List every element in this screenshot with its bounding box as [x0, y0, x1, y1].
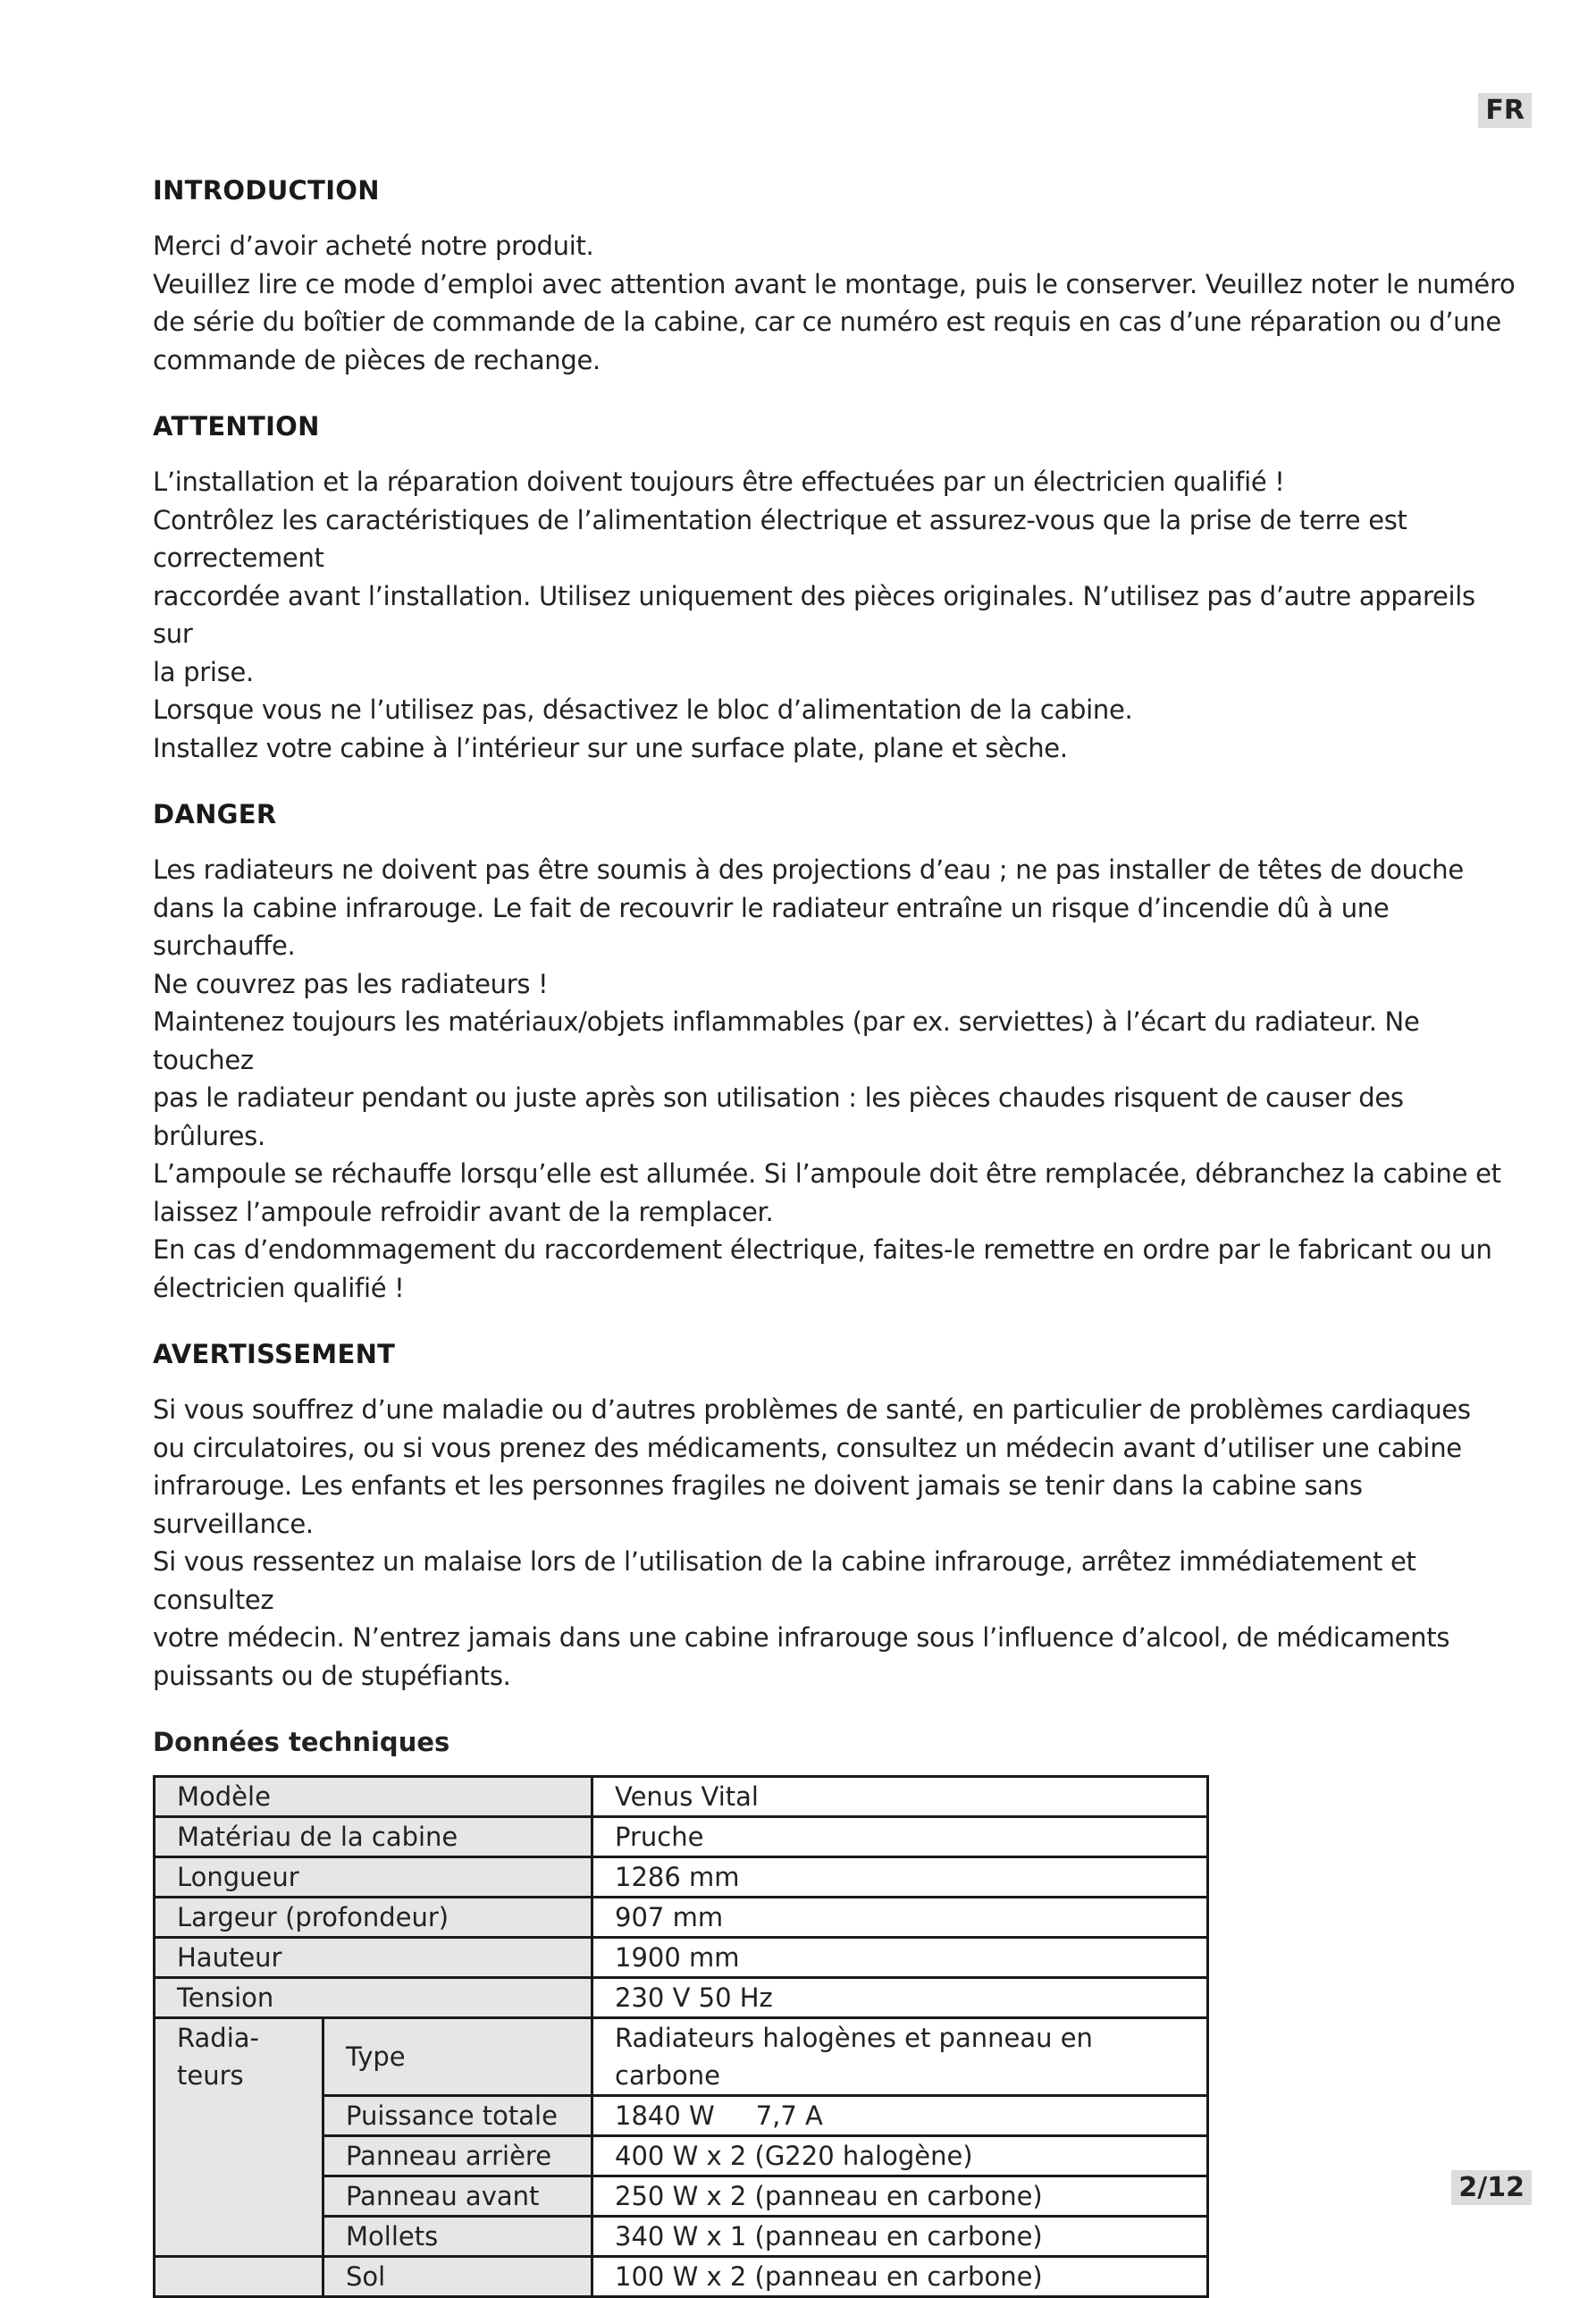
spec-value: Pruche: [592, 1817, 1208, 1857]
spec-label: Puissance totale: [323, 2096, 592, 2136]
spec-label: Tension: [155, 1978, 592, 2018]
spec-value: 1286 mm: [592, 1857, 1208, 1898]
paragraph-line: pas le radiateur pendant ou juste après son utilisation : les pièces chaudes risquent de causer des brûlures.: [153, 1082, 1404, 1151]
spec-value: 1900 mm: [592, 1938, 1208, 1978]
paragraph-line: votre médecin. N’entrez jamais dans une cabine infrarouge sous l’influence d’alcool, de médicaments: [153, 1622, 1450, 1653]
paragraph-line: Les radiateurs ne doivent pas être soumis à des projections d’eau ; ne pas installer de têtes de douche: [153, 854, 1464, 885]
document-body: [153, 175, 1520, 2298]
paragraph-line: Installez votre cabine à l’intérieur sur une surface plate, plane et sèche.: [153, 732, 1068, 763]
language-badge: FR: [1478, 93, 1532, 128]
paragraph-line: L’installation et la réparation doivent toujours être effectuées par un électricien qualifié !: [153, 467, 1285, 497]
paragraph-line: puissants ou de stupéfiants.: [153, 1660, 511, 1691]
paragraph-line: laissez l’ampoule refroidir avant de la remplacer.: [153, 1196, 774, 1227]
paragraph-line: dans la cabine infrarouge. Le fait de recouvrir le radiateur entraîne un risque d’incendie dû à une surchauffe.: [153, 892, 1390, 961]
section-heading: AVERTISSEMENT: [153, 1339, 396, 1369]
radiators-group-label: [155, 2018, 323, 2257]
spec-value: Radiateurs halogènes et panneau en carbone: [592, 2018, 1208, 2096]
table-row: [155, 1898, 1208, 1938]
paragraph-line: Ne couvrez pas les radiateurs !: [153, 968, 549, 999]
spec-value: 400 W x 2 (G220 halogène): [592, 2136, 1208, 2176]
spec-value-power: 1840 W: [615, 2100, 715, 2131]
spec-label: Sol: [323, 2257, 592, 2297]
section-danger: [153, 799, 1520, 1307]
paragraph-line: En cas d’endommagement du raccordement électrique, faites-le remettre en ordre par le fabricant ou un: [153, 1234, 1492, 1265]
paragraph-line: commande de pièces de rechange.: [153, 344, 601, 375]
spec-label: Modèle: [155, 1777, 592, 1817]
table-row: [155, 1817, 1208, 1857]
spec-value: 250 W x 2 (panneau en carbone): [592, 2176, 1208, 2217]
paragraph-line: Merci d’avoir acheté notre produit.: [153, 231, 594, 261]
table-row: [155, 2257, 1208, 2297]
spec-label: Panneau arrière: [323, 2136, 592, 2176]
paragraph-line: Veuillez lire ce mode d’emploi avec attention avant le montage, puis le conserver. Veuillez noter le numéro: [153, 268, 1516, 299]
paragraph-line: la prise.: [153, 656, 254, 687]
spec-value: [592, 2096, 1208, 2136]
paragraph-line: Contrôlez les caractéristiques de l’alimentation électrique et assurez-vous que la prise de terre est correctement: [153, 504, 1407, 573]
tech-data-table: [153, 1775, 1209, 2298]
table-row: [155, 1777, 1208, 1817]
paragraph-line: infrarouge. Les enfants et les personnes fragiles ne doivent jamais se tenir dans la cabine sans surveillance.: [153, 1470, 1363, 1539]
spec-label: Largeur (profondeur): [155, 1898, 592, 1938]
paragraph-line: Maintenez toujours les matériaux/objets inflammables (par ex. serviettes) à l’écart du radiateur. Ne touchez: [153, 1006, 1420, 1075]
table-row: [155, 2018, 1208, 2096]
page-number: 2/12: [1451, 2170, 1532, 2205]
spec-label: Panneau avant: [323, 2176, 592, 2217]
section-heading: DANGER: [153, 799, 277, 829]
paragraph-line: électricien qualifié !: [153, 1272, 405, 1303]
tech-data-heading: Données techniques: [153, 1727, 450, 1757]
radiators-group-line: Radia-: [177, 2023, 259, 2053]
section-avertissement: [153, 1339, 1520, 1695]
spec-label: Matériau de la cabine: [155, 1817, 592, 1857]
table-row: [155, 1857, 1208, 1898]
spec-value-current: 7,7 A: [755, 2100, 823, 2131]
paragraph-line: Lorsque vous ne l’utilisez pas, désactivez le bloc d’alimentation de la cabine.: [153, 694, 1133, 725]
paragraph-line: Si vous ressentez un malaise lors de l’utilisation de la cabine infrarouge, arrêtez immédiatement et consultez: [153, 1546, 1416, 1615]
spec-label: Mollets: [323, 2217, 592, 2257]
spec-label: Longueur: [155, 1857, 592, 1898]
section-heading: ATTENTION: [153, 411, 320, 442]
paragraph-line: ou circulatoires, ou si vous prenez des médicaments, consultez un médecin avant d’utiliser une cabine: [153, 1432, 1462, 1463]
section-introduction: [153, 175, 1520, 379]
spec-value: 340 W x 1 (panneau en carbone): [592, 2217, 1208, 2257]
spec-value: 907 mm: [592, 1898, 1208, 1938]
section-attention: [153, 411, 1520, 767]
spec-label: Hauteur: [155, 1938, 592, 1978]
spec-value: Venus Vital: [592, 1777, 1208, 1817]
paragraph-line: de série du boîtier de commande de la cabine, car ce numéro est requis en cas d’une réparation ou d’une: [153, 307, 1501, 337]
table-row: [155, 1938, 1208, 1978]
radiators-group-line: teurs: [177, 2060, 244, 2091]
radiators-group-empty-cell: [155, 2257, 323, 2297]
spec-value: 100 W x 2 (panneau en carbone): [592, 2257, 1208, 2297]
table-row: [155, 1978, 1208, 2018]
spec-label: Type: [323, 2018, 592, 2096]
section-heading: INTRODUCTION: [153, 175, 380, 206]
paragraph-line: L’ampoule se réchauffe lorsqu’elle est allumée. Si l’ampoule doit être remplacée, débranchez la cabine et: [153, 1158, 1501, 1189]
spec-value: 230 V 50 Hz: [592, 1978, 1208, 2018]
paragraph-line: Si vous souffrez d’une maladie ou d’autres problèmes de santé, en particulier de problèmes cardiaques: [153, 1394, 1471, 1425]
paragraph-line: raccordée avant l’installation. Utilisez uniquement des pièces originales. N’utilisez pas d’autre appareils sur: [153, 580, 1475, 649]
